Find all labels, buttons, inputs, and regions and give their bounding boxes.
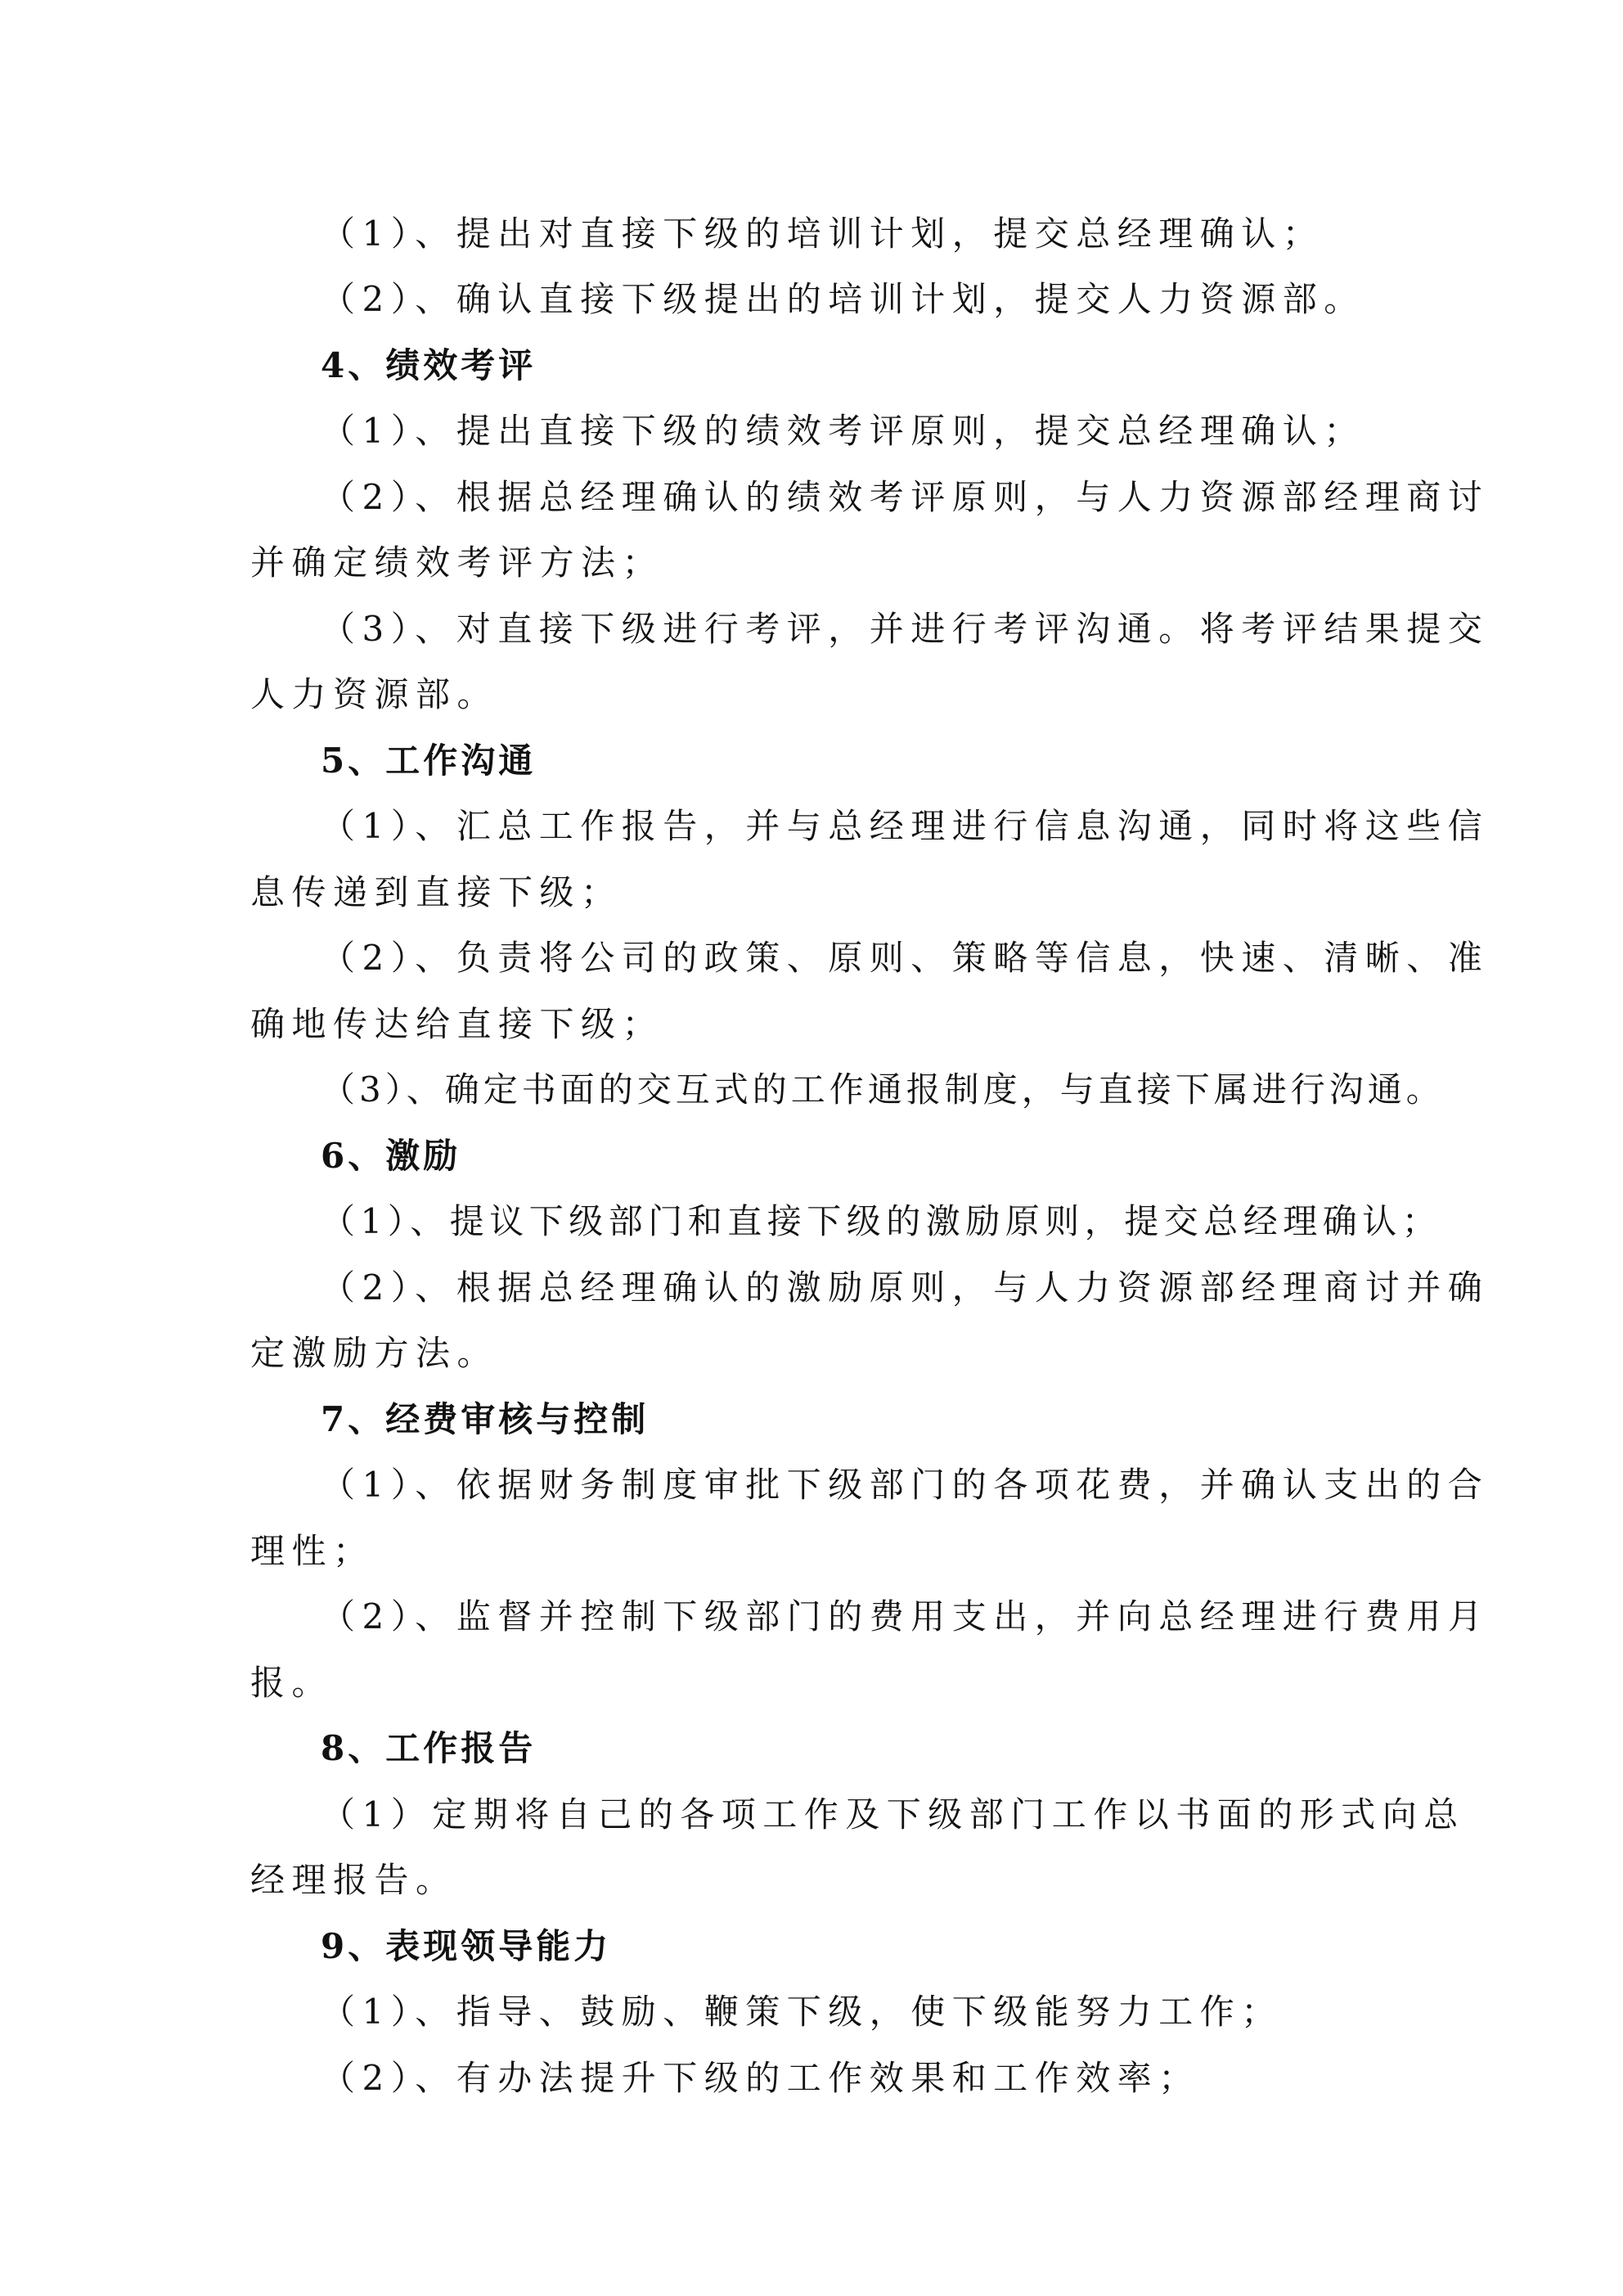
paragraph-line: （1）、提出对直接下级的培训计划，提交总经理确认； [321, 214, 1324, 254]
paragraph-line: 确地传达给直接下级； [250, 1004, 664, 1044]
paragraph-line: （1）定期将自己的各项工作及下级部门工作以书面的形式向总 [321, 1794, 1465, 1835]
section-heading: 8、工作报告 [321, 1728, 537, 1768]
paragraph-line: （2）、有办法提升下级的工作效果和工作效率； [321, 2058, 1200, 2098]
paragraph-line: （1）、提议下级部门和直接下级的激励原则，提交总经理确认； [321, 1201, 1442, 1241]
paragraph-line: （2）、监督并控制下级部门的费用支出，并向总经理进行费用月 [321, 1596, 1490, 1636]
section-heading: 5、工作沟通 [321, 741, 537, 781]
paragraph-line: 定激励方法。 [250, 1333, 499, 1373]
paragraph-line: 理性； [250, 1531, 375, 1571]
section-heading: 9、表现领导能力 [321, 1926, 612, 1966]
section-heading: 6、激励 [321, 1136, 461, 1176]
paragraph-line: 并确定绩效考评方法； [250, 542, 664, 583]
paragraph-line: （2）、根据总经理确认的绩效考评原则，与人力资源部经理商讨 [321, 477, 1490, 517]
paragraph-line: （1）、提出直接下级的绩效考评原则，提交总经理确认； [321, 411, 1365, 451]
paragraph-line: 经理报告。 [250, 1860, 457, 1900]
paragraph-line: （1）、汇总工作报告，并与总经理进行信息沟通，同时将这些信 [321, 806, 1490, 846]
paragraph-line: （2）、根据总经理确认的激励原则，与人力资源部经理商讨并确 [321, 1267, 1490, 1308]
paragraph-line: 息传递到直接下级； [250, 872, 623, 912]
paragraph-line: 报。 [250, 1663, 334, 1703]
paragraph-line: （2）、确认直接下级提出的培训计划，提交人力资源部。 [321, 279, 1365, 319]
paragraph-line: 人力资源部。 [250, 674, 499, 714]
paragraph-line: （1）、指导、鼓励、鞭策下级，使下级能努力工作； [321, 1992, 1283, 2032]
paragraph-line: （1）、依据财务制度审批下级部门的各项花费，并确认支出的合 [321, 1465, 1490, 1505]
paragraph-line: （3）、对直接下级进行考评，并进行考评沟通。将考评结果提交 [321, 609, 1490, 649]
section-heading: 7、经费审核与控制 [321, 1399, 650, 1439]
paragraph-line: （3）、确定书面的交互式的工作通报制度，与直接下属进行沟通。 [321, 1069, 1445, 1110]
section-heading: 4、绩效考评 [321, 345, 537, 385]
paragraph-line: （2）、负责将公司的政策、原则、策略等信息，快速、清晰、准 [321, 938, 1490, 978]
